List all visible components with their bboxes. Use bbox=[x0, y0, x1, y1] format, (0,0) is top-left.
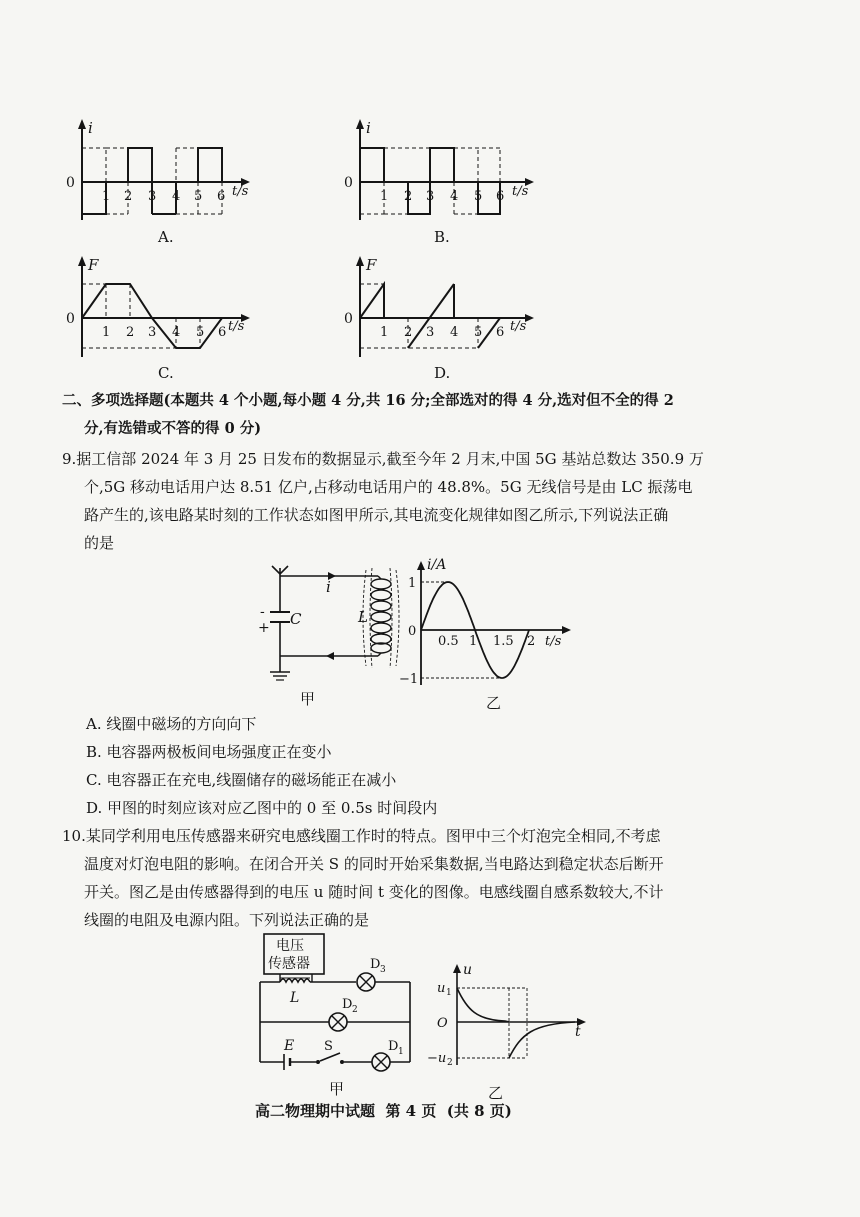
q10-circuit-figure bbox=[250, 932, 420, 1082]
tick-6: 6 bbox=[496, 189, 505, 204]
x-axis-label: t/s bbox=[512, 184, 529, 199]
origin-label: 0 bbox=[344, 175, 353, 191]
tick-5: 5 bbox=[474, 189, 483, 204]
tick-5: 5 bbox=[196, 325, 205, 340]
tick-3: 3 bbox=[426, 189, 435, 204]
q9-fig-jia-caption: 甲 bbox=[300, 690, 316, 708]
q10-text-line2: 温度对灯泡电阻的影响。在闭合开关 S 的同时开始采集数据,当电路达到稳定状态后断开 bbox=[84, 855, 664, 873]
u1-label: u bbox=[437, 981, 446, 996]
q9-lc-circuit-figure bbox=[250, 562, 420, 692]
q10-text-line3: 开关。图乙是由传感器得到的电压 u 随时间 t 变化的图像。电感线圈自感系数较大,不计 bbox=[84, 883, 664, 901]
q10-voltage-graph bbox=[425, 960, 590, 1070]
d2-label: D bbox=[342, 997, 353, 1012]
d3-label: D bbox=[370, 957, 381, 972]
tick-6: 6 bbox=[218, 325, 227, 340]
page-footer: 高二物理期中试题 第 4 页 (共 8 页) bbox=[255, 1102, 512, 1120]
tick-1: 1 bbox=[380, 325, 389, 340]
y-axis-label: F bbox=[88, 256, 99, 274]
sensor-label-2: 传感器 bbox=[268, 956, 310, 972]
u1-subscript: 1 bbox=[446, 988, 452, 998]
x-tick-1: 1 bbox=[469, 634, 478, 649]
tick-1: 1 bbox=[102, 325, 111, 340]
q9-option-b[interactable]: B. 电容器两极板间电场强度正在变小 bbox=[86, 743, 332, 761]
q9-text-line4: 的是 bbox=[84, 534, 115, 552]
q9-fig-yi-caption: 乙 bbox=[486, 694, 502, 712]
tick-2: 2 bbox=[124, 189, 133, 204]
d2-subscript: 2 bbox=[352, 1005, 358, 1015]
x-axis-label: t/s bbox=[510, 319, 527, 334]
tick-2: 2 bbox=[404, 189, 413, 204]
q10-text-line4: 线圈的电阻及电源内阻。下列说法正确的是 bbox=[84, 911, 370, 929]
minus-sign: - bbox=[260, 604, 265, 620]
tick-1: 1 bbox=[102, 189, 111, 204]
tick-3: 3 bbox=[148, 189, 157, 204]
q10-fig-jia-caption: 甲 bbox=[329, 1080, 345, 1098]
tick-5: 5 bbox=[194, 189, 203, 204]
inductor-label: L bbox=[358, 608, 368, 626]
x-axis-label: t bbox=[575, 1024, 581, 1040]
current-label: i bbox=[326, 578, 331, 596]
q9-option-c[interactable]: C. 电容器正在充电,线圈储存的磁场能正在减小 bbox=[86, 771, 397, 789]
q10-fig-yi-caption: 乙 bbox=[488, 1084, 504, 1102]
graph-c-caption: C. bbox=[158, 364, 174, 382]
y-tick-0: 0 bbox=[408, 624, 417, 639]
capacitor-label: C bbox=[290, 610, 302, 628]
plus-sign: + bbox=[258, 620, 270, 636]
inductor-label: L bbox=[290, 990, 300, 1006]
battery-label: E bbox=[284, 1038, 295, 1054]
x-tick-2: 2 bbox=[527, 634, 536, 649]
d3-subscript: 3 bbox=[380, 965, 386, 975]
switch-label: S bbox=[324, 1039, 333, 1054]
x-axis-label: t/s bbox=[228, 319, 245, 334]
y-axis-label: i bbox=[366, 119, 371, 137]
q9-text-line2: 个,5G 移动电话用户达 8.51 亿户,占移动电话用户的 48.8%。5G 无线信号是由 LC 振荡电 bbox=[84, 478, 693, 496]
graph-b bbox=[338, 115, 538, 225]
y-tick-1: 1 bbox=[408, 576, 417, 591]
graph-a-caption: A. bbox=[158, 228, 174, 246]
q9-option-a[interactable]: A. 线圈中磁场的方向向下 bbox=[86, 715, 257, 733]
q9-text-line3: 路产生的,该电路某时刻的工作状态如图甲所示,其电流变化规律如图乙所示,下列说法正确 bbox=[84, 506, 669, 524]
origin-label: 0 bbox=[66, 311, 75, 327]
graph-d-caption: D. bbox=[434, 364, 451, 382]
tick-6: 6 bbox=[496, 325, 505, 340]
tick-3: 3 bbox=[426, 325, 435, 340]
section-heading-line1: 二、多项选择题(本题共 4 个小题,每小题 4 分,共 16 分;全部选对的得 4 分,选对但不全的得 2 bbox=[62, 392, 674, 409]
q9-text-line1: 9.据工信部 2024 年 3 月 25 日发布的数据显示,截至今年 2 月末,中国 5G 基站总数达 350.9 万 bbox=[62, 450, 704, 468]
origin-label: 0 bbox=[66, 175, 75, 191]
graph-b-caption: B. bbox=[434, 228, 450, 246]
tick-4: 4 bbox=[450, 189, 459, 204]
tick-3: 3 bbox=[148, 325, 157, 340]
tick-4: 4 bbox=[450, 325, 459, 340]
q9-current-graph bbox=[399, 555, 575, 695]
x-axis-label: t/s bbox=[545, 634, 562, 649]
y-tick-minus1: −1 bbox=[399, 672, 419, 687]
x-axis-label: t/s bbox=[232, 184, 249, 199]
y-axis-label: u bbox=[463, 962, 473, 978]
graph-a bbox=[60, 115, 250, 225]
tick-5: 5 bbox=[474, 325, 483, 340]
y-axis-label: i bbox=[88, 119, 93, 137]
graph-d bbox=[338, 252, 538, 362]
u2-label: −u bbox=[427, 1051, 447, 1066]
tick-1: 1 bbox=[380, 189, 389, 204]
q9-option-d[interactable]: D. 甲图的时刻应该对应乙图中的 0 至 0.5s 时间段内 bbox=[86, 799, 438, 817]
section-heading-line2: 分,有选错或不答的得 0 分) bbox=[84, 420, 262, 437]
y-axis-label: F bbox=[366, 256, 377, 274]
x-tick-1.5: 1.5 bbox=[493, 634, 514, 649]
y-axis-label: i/A bbox=[427, 557, 447, 573]
origin-label: O bbox=[437, 1016, 448, 1031]
d1-subscript: 1 bbox=[398, 1047, 404, 1057]
x-tick-0.5: 0.5 bbox=[438, 634, 459, 649]
tick-6: 6 bbox=[217, 189, 226, 204]
tick-2: 2 bbox=[404, 325, 413, 340]
sensor-label-1: 电压 bbox=[276, 938, 304, 954]
origin-label: 0 bbox=[344, 311, 353, 327]
tick-4: 4 bbox=[172, 189, 181, 204]
q10-text-line1: 10.某同学利用电压传感器来研究电感线圈工作时的特点。图甲中三个灯泡完全相同,不考虑 bbox=[62, 827, 661, 845]
d1-label: D bbox=[388, 1039, 399, 1054]
tick-4: 4 bbox=[172, 325, 181, 340]
graph-c bbox=[60, 252, 250, 362]
tick-2: 2 bbox=[126, 325, 135, 340]
u2-subscript: 2 bbox=[447, 1058, 453, 1068]
